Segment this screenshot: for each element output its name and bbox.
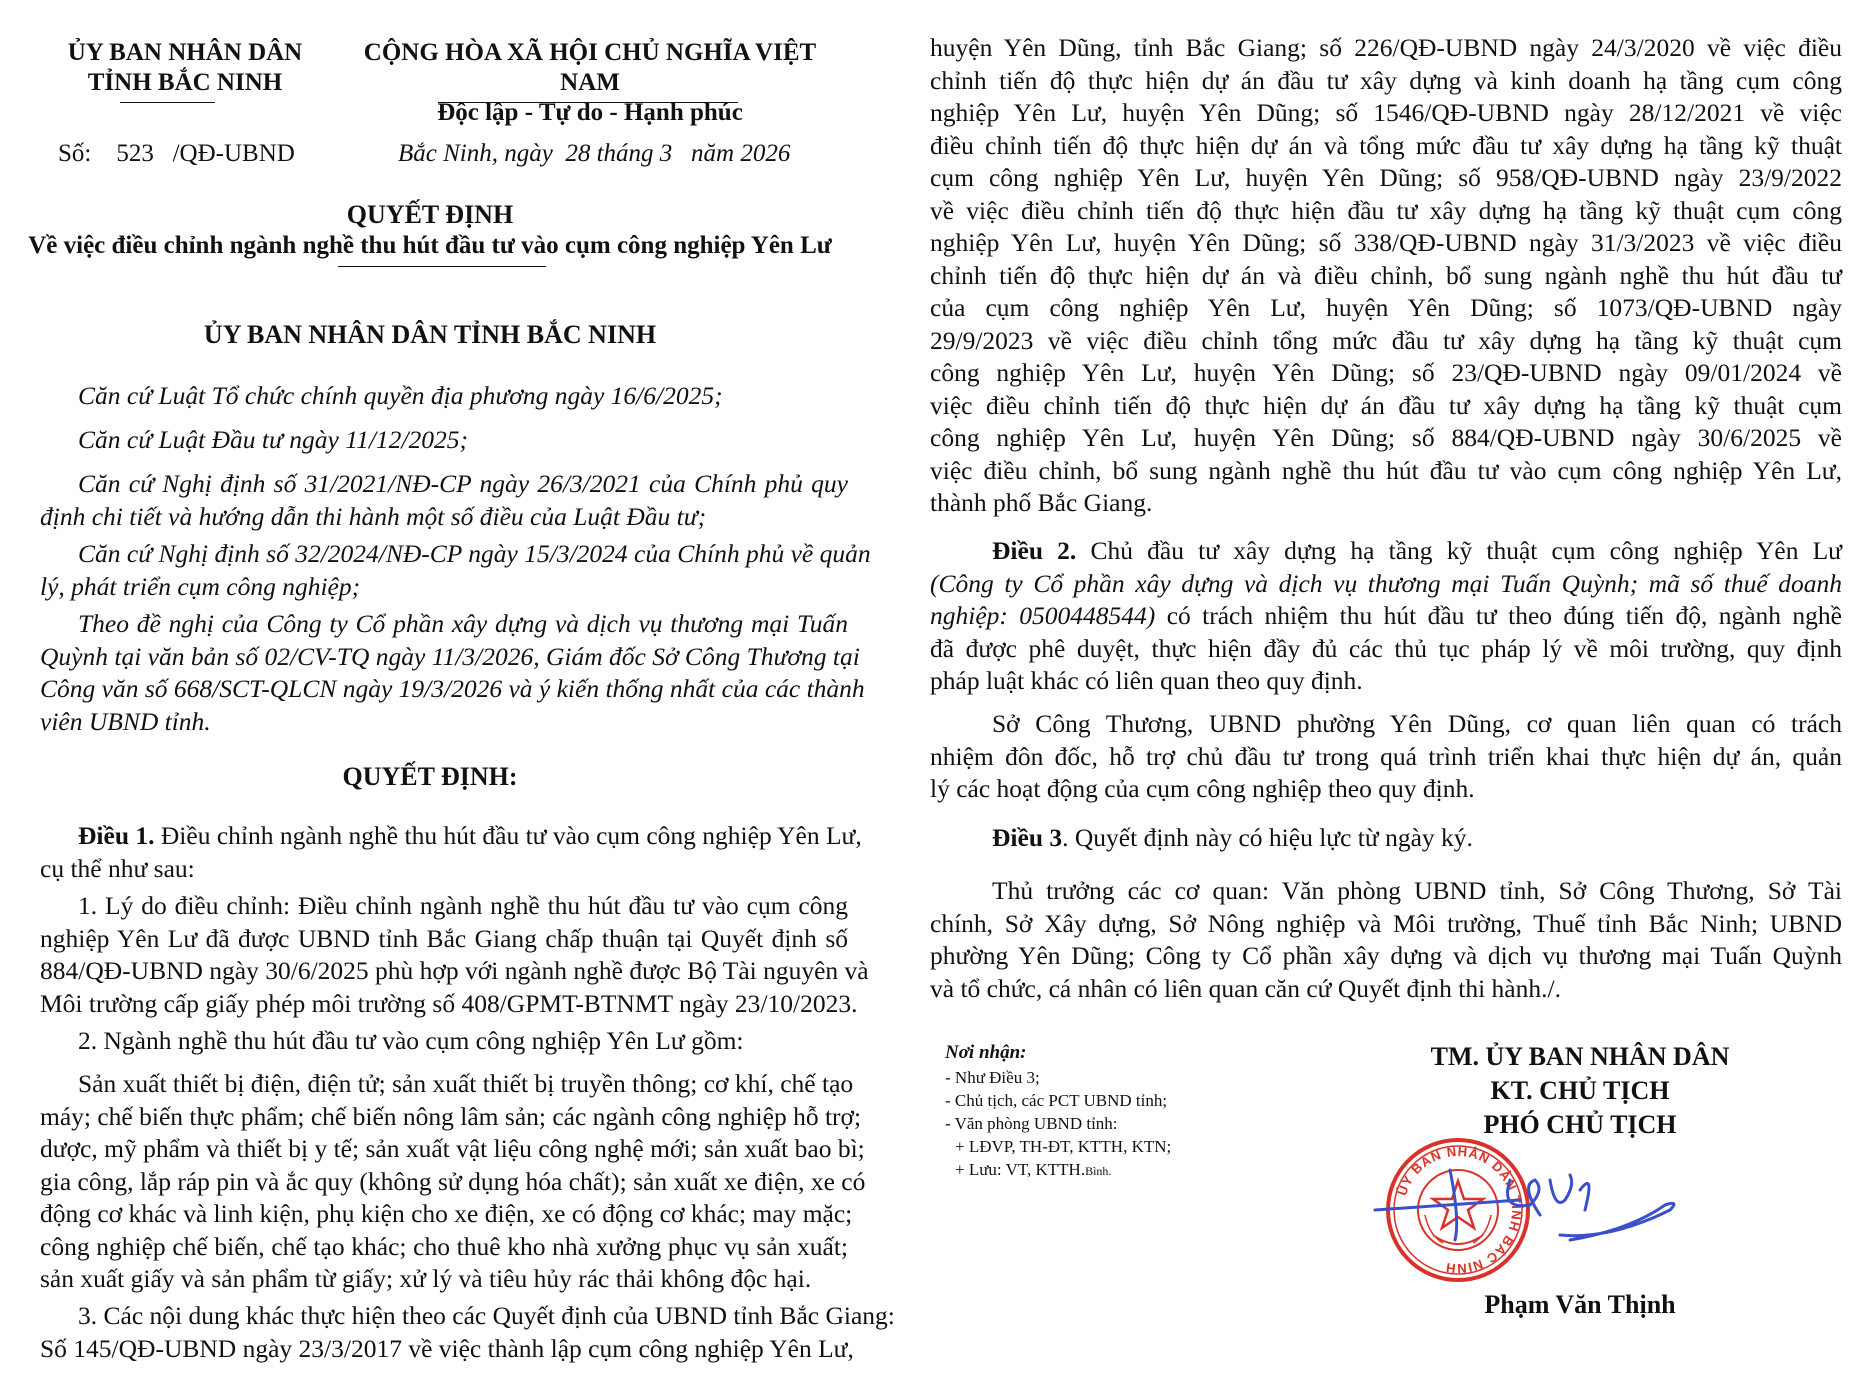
agency-line-1: ỦY BAN NHÂN DÂN	[67, 39, 303, 66]
signature-line-2: KT. CHỦ TỊCH	[1490, 1076, 1670, 1105]
article-2-label: Điều 2.	[992, 536, 1077, 565]
signer-name: Phạm Văn Thịnh	[1484, 1290, 1676, 1319]
basis-4: Căn cứ Nghị định số 32/2024/NĐ-CP ngày 15/3/2024 của Chính phủ về quản lý, phát triển cụm công nghiệp;	[40, 539, 871, 601]
recipient-2: - Chủ tịch, các PCT UBND tỉnh;	[945, 1091, 1168, 1110]
article-3-label: Điều 3	[992, 823, 1063, 852]
recipient-5: + Lưu: VT, KTTH.Bình.	[955, 1160, 1112, 1179]
article-2-para-2: Sở Công Thương, UBND phường Yên Dũng, cơ quan liên quan có trách nhiệm đôn đốc, hỗ trợ chủ đầu tư trong quá trình triển khai thực hiện dự án, quản lý các hoạt động của cụm công nghiệp theo quy định.	[930, 709, 1842, 803]
article-1-point-1: 1. Lý do điều chỉnh: Điều chỉnh ngành nghề thu hút đầu tư vào cụm công nghiệp Yên Lư đã được UBND tỉnh Bắc Giang chấp thuận tại Quyết định số 884/QĐ-UBND ngày 30/6/2025 phù hợp với ngành nghề được Bộ Tài nguyên và Môi trường cấp giấy phép môi trường số 408/GPMT-BTNMT ngày 23/10/2023.	[40, 891, 869, 1018]
motto-underline	[438, 102, 738, 103]
decision-heading: QUYẾT ĐỊNH:	[342, 762, 518, 791]
agency-underline	[120, 102, 215, 103]
article-1-intro: Điều 1. Điều chỉnh ngành nghề thu hút đầu tư vào cụm công nghiệp Yên Lư, cụ thể như sau:	[40, 821, 862, 883]
article-1-label: Điều 1.	[78, 821, 155, 850]
agency-header	[35, 38, 335, 98]
recipient-1: - Như Điều 3;	[945, 1068, 1040, 1087]
document-number: Số: 523 /QĐ-UBND	[58, 140, 295, 167]
basis-3: Căn cứ Nghị định số 31/2021/NĐ-CP ngày 26/3/2021 của Chính phủ quy định chi tiết và hướng dẫn thi hành một số điều của Luật Đầu tư;	[40, 469, 848, 531]
article-1-industries: Sản xuất thiết bị điện, điện tử; sản xuất thiết bị truyền thông; cơ khí, chế tạo máy; chế biến thực phẩm; chế biến nông lâm sản; các ngành công nghiệp hỗ trợ; dược, mỹ phẩm và thiết bị y tế; sản xuất vật liệu công nghệ mới; sản xuất bao bì; gia công, lắp ráp pin và ắc quy (không sử dụng hóa chất); sản xuất xe điện, xe có động cơ khác và linh kiện, phụ kiện cho xe điện, xe có động cơ khác; may mặc; công nghiệp chế biến, chế tạo khác; cho thuê kho nhà xưởng phục vụ sản xuất; sản xuất giấy và sản phẩm từ giấy; xử lý và tiêu hủy rác thải không độc hại.	[40, 1069, 866, 1293]
recipients-heading: Nơi nhận:	[945, 1042, 1027, 1063]
signature-title	[1380, 1040, 1780, 1142]
recipient-3: - Văn phòng UBND tỉnh:	[945, 1114, 1118, 1133]
handwritten-signature-icon	[1370, 1150, 1690, 1260]
motto: Độc lập - Tự do - Hạnh phúc	[437, 99, 743, 126]
seal-text: ỦY BAN NHÂN DÂN TỈNH BẮC NINH	[1394, 1143, 1525, 1277]
article-1-point-2: 2. Ngành nghề thu hút đầu tư vào cụm công nghiệp Yên Lư gồm:	[78, 1026, 744, 1055]
agency-line-2: TỈNH BẮC NINH	[87, 69, 283, 96]
signature-line-3: PHÓ CHỦ TỊCH	[1483, 1110, 1677, 1139]
recipients-block	[945, 1040, 1171, 1183]
article-3-para-2: Thủ trưởng các cơ quan: Văn phòng UBND tỉnh, Sở Công Thương, Sở Tài chính, Sở Xây dựng, Sở Nông nghiệp và Môi trường, Thuế tỉnh Bắc Ninh; UBND phường Yên Dũng; Công ty Cổ phần xây dựng và dịch vụ thương mại Tuấn Quỳnh và tổ chức, cá nhân có liên quan căn cứ Quyết định thi hành./.	[930, 876, 1842, 1003]
article-3: Điều 3. Quyết định này có hiệu lực từ ngày ký.	[992, 823, 1473, 852]
nation-line-1: CỘNG HÒA XÃ HỘI CHỦ NGHĨA VIỆT NAM	[363, 39, 817, 96]
recipient-4: + LĐVP, TH-ĐT, KTTH, KTN;	[955, 1137, 1172, 1156]
subject-underline	[338, 266, 546, 267]
place-date: Bắc Ninh, ngày 28 tháng 3 năm 2026	[398, 140, 791, 167]
document-type: QUYẾT ĐỊNH	[346, 200, 514, 229]
article-1-point-3-cont: huyện Yên Dũng, tỉnh Bắc Giang; số 226/QĐ-UBND ngày 24/3/2020 về việc điều chỉnh tiến độ thực hiện dự án đầu tư xây dựng và kinh doanh hạ tầng cụm công nghiệp Yên Lư, huyện Yên Dũng; số 1546/QĐ-UBND ngày 28/12/2021 về việc điều chỉnh tiến độ thực hiện dự án và tổng mức đầu tư xây dựng hạ tầng kỹ thuật cụm công nghiệp Yên Lư, huyện Yên Dũng; số 958/QĐ-UBND ngày 23/9/2022 về việc điều chỉnh tiến độ thực hiện đầu tư xây dựng hạ tầng kỹ thuật cụm công nghiệp Yên Lư, huyện Yên Dũng; số 338/QĐ-UBND ngày 31/3/2023 về việc điều chỉnh tiến độ thực hiện dự án và điều chỉnh, bổ sung ngành nghề thu hút đầu tư của cụm công nghiệp Yên Lư, huyện Yên Dũng; số 1073/QĐ-UBND ngày 29/9/2023 về việc điều chỉnh tổng mức đầu tư xây dựng hạ tầng kỹ thuật cụm công nghiệp Yên Lư, huyện Yên Dũng; số 23/QĐ-UBND ngày 09/01/2024 về việc điều chỉnh tiến độ thực hiện dự án đầu tư xây dựng hạ tầng kỹ thuật cụm công nghiệp Yên Lư, huyện Yên Dũng; số 884/QĐ-UBND ngày 30/6/2025 về việc điều chỉnh, bổ sung ngành nghề thu hút đầu tư vào cụm công nghiệp Yên Lư, thành phố Bắc Giang.	[930, 33, 1842, 517]
basis-2: Căn cứ Luật Đầu tư ngày 11/12/2025;	[78, 425, 468, 454]
basis-1: Căn cứ Luật Tổ chức chính quyền địa phương ngày 16/6/2025;	[78, 381, 723, 410]
issuing-authority: ỦY BAN NHÂN DÂN TỈNH BẮC NINH	[203, 320, 657, 349]
basis-5: Theo đề nghị của Công ty Cổ phần xây dựng và dịch vụ thương mại Tuấn Quỳnh tại văn bản số 02/CV-TQ ngày 11/3/2026, Giám đốc Sở Công Thương tại Công văn số 668/SCT-QLCN ngày 19/3/2026 và ý kiến thống nhất của các thành viên UBND tỉnh.	[40, 609, 865, 736]
article-2: Điều 2. Chủ đầu tư xây dựng hạ tầng kỹ thuật cụm công nghiệp Yên Lư (Công ty Cổ phần xây dựng và dịch vụ thương mại Tuấn Quỳnh; mã số thuế doanh nghiệp: 0500448544) có trách nhiệm thu hút đầu tư theo đúng tiến độ, ngành nghề đã được phê duyệt, thực hiện đầy đủ các thủ tục pháp lý về môi trường, quy định pháp luật khác có liên quan theo quy định.	[930, 536, 1843, 695]
signature-line-1: TM. ỦY BAN NHÂN DÂN	[1430, 1042, 1730, 1071]
nation-header	[335, 38, 845, 128]
article-1-point-3-start: 3. Các nội dung khác thực hiện theo các Quyết định của UBND tỉnh Bắc Giang: Số 145/QĐ-UBND ngày 23/3/2017 về việc thành lập cụm công nghiệp Yên Lư,	[40, 1301, 895, 1363]
document-subject: Về việc điều chỉnh ngành nghề thu hút đầu tư vào cụm công nghiệp Yên Lư	[28, 232, 832, 259]
